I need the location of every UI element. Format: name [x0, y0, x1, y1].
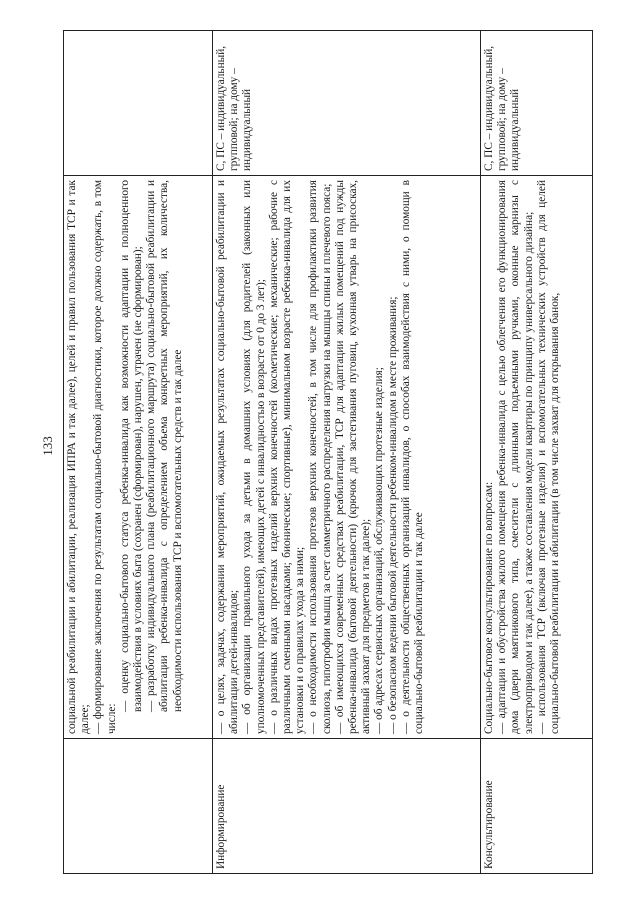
- content-cell: [481, 176, 593, 739]
- paragraph: Социально-бытовое консультирование по вопросам:: [483, 481, 495, 734]
- paragraph: — формирование заключения по результатам социально-бытовой диагностики, которое должно содержать, в том числе:: [92, 180, 118, 734]
- paragraph: — об адресах сервисных организаций, обслуживающих протезные изделия;: [373, 367, 386, 734]
- table-row: [481, 31, 593, 874]
- paragraph: — о целях, задачах, содержании мероприятий, ожидаемых результатах социально-бытовой реабилитации и абилитации детей-инвалидов;: [215, 180, 241, 734]
- content-cell: [64, 176, 213, 739]
- paragraph: — о необходимости использования протезов верхних конечностей, в том числе для профилактики развития сколиоза, гипотрофии мышц за счет симметричного распределения нагрузки на мышцы спины и плечевого пояса;: [307, 180, 333, 734]
- table-row: [64, 31, 213, 874]
- rotated-table-sheet: [63, 31, 583, 874]
- service-cell: [64, 739, 213, 874]
- paragraph: — об имеющихся современных средствах реабилитации, ТСР для адаптации жилых помещений под нужды ребенка-инвалида (бытовой деятельности) (крючок для застегивания пуговиц, кухонная утварь на присосках, активный захват для предметов и так далее);: [333, 180, 373, 734]
- paragraph: — о различных видах протезных изделий верхних конечностей (косметические; механические; рабочие с различными сменными насадками; бионические; спортивные), минимальном возрасте ребенка-инвалида для их установки и о правилах ухода за ними;: [267, 180, 307, 734]
- content-cell: [213, 176, 481, 739]
- paragraph: — о безопасном ведении бытовой деятельности ребенком-инвалидом в месте проживания;: [386, 296, 399, 734]
- paragraph: социальной реабилитации и абилитации, реализация ИПРА и так далее), целей и правил пользования ТСР и так далее;: [66, 180, 92, 734]
- paragraph: — об организации правильного ухода за детьми в домашних условиях (для родителей (законных или уполномоченных представителей), имеющих детей с инвалидностью в возрасте от 0 до 3 лет);: [241, 180, 267, 734]
- service-cell: Информирование: [213, 739, 481, 874]
- service-cell: Консультирование: [481, 739, 593, 874]
- paragraph: — о деятельности общественных организаций инвалидов, о способах взаимодействия с ними, о помощи в социально-бытовой реабилитации и так далее: [399, 180, 426, 734]
- paragraph: — разработку индивидуального плана (реабилитационного маршрута) социально-бытовой реабилитации и абилитации ребенка-инвалида с определением объема конкретных мероприятий, их количества, необходимости использования ТСР и вспомогательных средств и так далее: [145, 180, 184, 712]
- form-cell: С, ПС – индивидуальный, групповой; на дому – индивидуальный: [481, 31, 593, 176]
- paragraph: — адаптации и обустройства жилого помещения ребенка-инвалида с целью облегчения его функционирования дома (двери маятникового типа, смесители с длинными подъемными ручками, оконные карнизы с электроприводом и так далее), а также составления модели квартиры по принципу универсального дизайна;: [496, 180, 535, 734]
- paragraph: — оценку социально-бытового статуса ребенка-инвалида как возможности адаптации и полноценного взаимодействия в условиях быта (сохранен (сформирован), нарушен, утрачен (не сформирован);: [118, 180, 145, 712]
- page-number: 133: [40, 436, 55, 456]
- rehabilitation-services-table: [63, 30, 593, 874]
- form-cell: [64, 31, 213, 176]
- form-cell: С, ПС – индивидуальный, групповой; на дому – индивидуальный: [213, 31, 481, 176]
- table-row: [213, 31, 481, 874]
- paragraph: — использования ТСР (включая протезные изделия) и вспомогательных технических устройств для целей социально-бытовой реабилитации и абилитации (в том числе захват для открывания банок,: [535, 180, 562, 734]
